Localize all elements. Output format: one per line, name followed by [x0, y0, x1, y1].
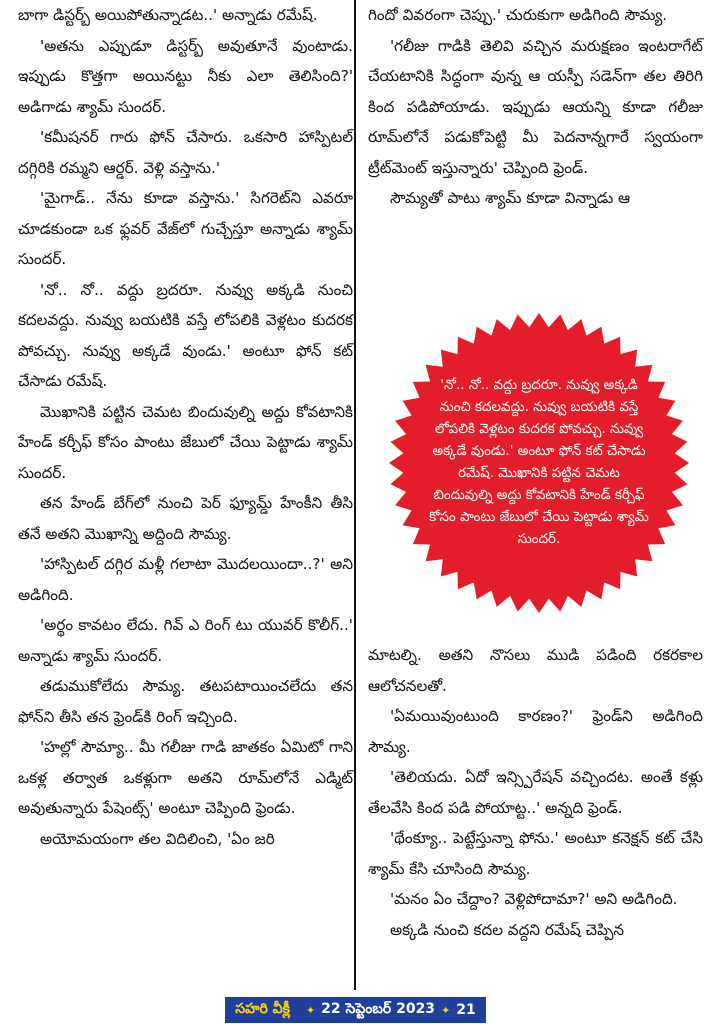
paragraph: 'థేంక్యూ.. పెట్టేస్తున్నా ఫోను.' అంటూ కనెక్షన్ కట్ చేసి శ్యామ్ కేసి చూసింది సౌమ్య.: [368, 829, 703, 878]
right-column-bottom: [368, 640, 703, 945]
paragraph: సౌమ్యతో పాటు శ్యామ్ కూడా విన్నాడు ఆ: [390, 189, 631, 207]
paragraph: 'కమీషనర్ గారు ఫోన్ చేసారు. ఒకసారి హాస్పిటల్ దగ్గిరికి రమ్మని ఆర్డర్. వెళ్లి వస్తాను.': [18, 128, 353, 177]
paragraph: 'హాస్పిటల్ దగ్గిర మళ్లీ గలాటా మొదలయిందా..?' అని అడిగింది.: [18, 555, 353, 604]
paragraph: 'అతను ఎప్పుడూ డిస్టర్బ్ అవుతూనే వుంటాడు. ఇప్పుడు కొత్తగా అయినట్టు నీకు ఎలా తెలిసింది?' అడిగాడు శ్యామ్ సుందర్.: [18, 36, 353, 116]
paragraph: తన హేండ్ బేగ్‌లో నుంచి పెర్ ఫ్యూమ్డ్ హేంకీని తీసి తనే అతని మొఖాన్ని అద్దింది సౌమ్య.: [18, 494, 353, 543]
paragraph: అక్కడి నుంచి కదల వద్దని రమేష్ చెప్పిన: [390, 920, 625, 939]
paragraph: 'గలీజు గాడికి తెలివి వచ్చిన మరుక్షణం ఇంటరాగేట్ చేయటానికి సిద్ధంగా వున్న ఆ యస్పీ సడెన్‌గా తల తిరిగి కింద పడిపోయాడు. ఇప్పుడు ఆయన్ని కూడా గలీజు రూమ్‌లోనే పడుకోపెట్టి మీ పెదనాన్నగారే స్వయంగా ట్రీట్‌మెంట్ ఇస్తున్నారు' చెప్పింది ఫ్రెండ్.: [368, 36, 703, 177]
paragraph: 'నో.. నో.. వద్దు బ్రదరూ. నువ్వు అక్కడి నుంచి కదలవద్దు. నువ్వు బయటికి వస్తే లోపలికి వెళ్లటం కుదరక పోవచ్చు. నువ్వు అక్కడే వుండు.' అంటూ ఫోన్ కట్ చేసాడు రమేష్.: [18, 280, 353, 390]
pull-quote-badge: [388, 312, 690, 614]
paragraph: గిందో వివరంగా చెప్పు.' చురుకుగా అడిగింది సౌమ్య.: [368, 6, 668, 24]
left-column: [18, 0, 353, 854]
page-number: 21: [456, 1002, 476, 1018]
paragraph: 'మనం ఏం చేద్దాం? వెళ్లిపోదామా?' అని అడిగింది.: [390, 890, 678, 908]
paragraph: అయోమయంగా తల విదిలించి, 'ఏం జరి: [40, 829, 275, 848]
page-footer: [0, 996, 711, 1024]
paragraph: మాటల్ని. అతని నొసలు ముడి పడింది రకరకాల ఆలోచనలతో.: [368, 646, 703, 695]
footer-bar: [225, 997, 486, 1023]
paragraph: 'ఏమయివుంటుంది కారణం?' ఫ్రెండ్‌ని అడిగింది సౌమ్య.: [368, 707, 703, 756]
paragraph: తడుముకోలేదు సౌమ్య. తటపటాయించలేదు తన ఫోన్‌ని తీసి తన ఫ్రెండ్‌కి రింగ్ ఇచ్చింది.: [18, 677, 353, 726]
paragraph: 'మైగాడ్.. నేను కూడా వస్తాను.' సిగరెట్‌ని ఎవరూ చూడకుండా ఒక ఫ్లవర్ వేజ్‌లో గుచ్చేస్తూ అన్నాడు శ్యామ్ సుందర్.: [18, 189, 353, 268]
right-column-top: [368, 0, 703, 214]
issue-date: 22 సెప్టెంబర్ 2023: [321, 1000, 436, 1017]
paragraph: మొఖానికి పట్టిన చెమట బిందువుల్ని అద్దు కోవటానికి హేండ్ కర్చీఫ్ కోసం పాంటు జేబులో చేయి పెట్టాడు శ్యామ్ సుందర్.: [18, 402, 353, 482]
column-divider: [354, 0, 356, 990]
pull-quote-text: 'నో.. నో.. వద్దు బ్రదరూ. నువ్వు అక్కడి నుంచి కదలవద్దు. నువ్వు బయటికి వస్తే లోపలికి వెళ్లటం కుదరక పోవచ్చు. నువ్వు అక్కడే వుండు.' అంటూ ఫోన్ కట్ చేసాడు రమేష్. మొఖానికి పట్టిన చెమట బిందువుల్ని అద్దు కోవటానికి హేండ్ కర్చీఫ్ కోసం పాంటు జేబులో చేయి పెట్టాడు శ్యామ్ సుందర్.: [429, 378, 649, 547]
paragraph: 'హల్లో సౌమ్యా.. మీ గలీజు గాడి జాతకం ఏమిటో గాని ఒకళ్ల తర్వాత ఒకళ్లుగా అతని రూమ్‌లోనే ఎడ్మిట్ అవుతున్నారు పేషెంట్స్' అంటూ చెప్పింది ఫ్రెండు.: [18, 738, 353, 817]
paragraph: బాగా డిస్టర్బ్ అయిపోతున్నాడట..' అన్నాడు రమేష్.: [18, 6, 318, 24]
paragraph: 'తెలియదు. ఏదో ఇన్స్పిరేషన్ వచ్చిందట. అంతే కళ్లు తేలవేసి కింద పడి పోయాట్ట..' అన్నది ఫ్రెండ్.: [368, 768, 703, 817]
paragraph: 'అర్థం కావటం లేదు. గివ్ ఎ రింగ్ టు యువర్ కొలీగ్..' అన్నాడు శ్యామ్ సుందర్.: [18, 616, 353, 665]
star-separator-icon: ✦: [441, 1003, 451, 1017]
star-separator-icon: ✦: [305, 1003, 316, 1017]
magazine-brand: సహరి వీక్లీ: [235, 1000, 290, 1017]
